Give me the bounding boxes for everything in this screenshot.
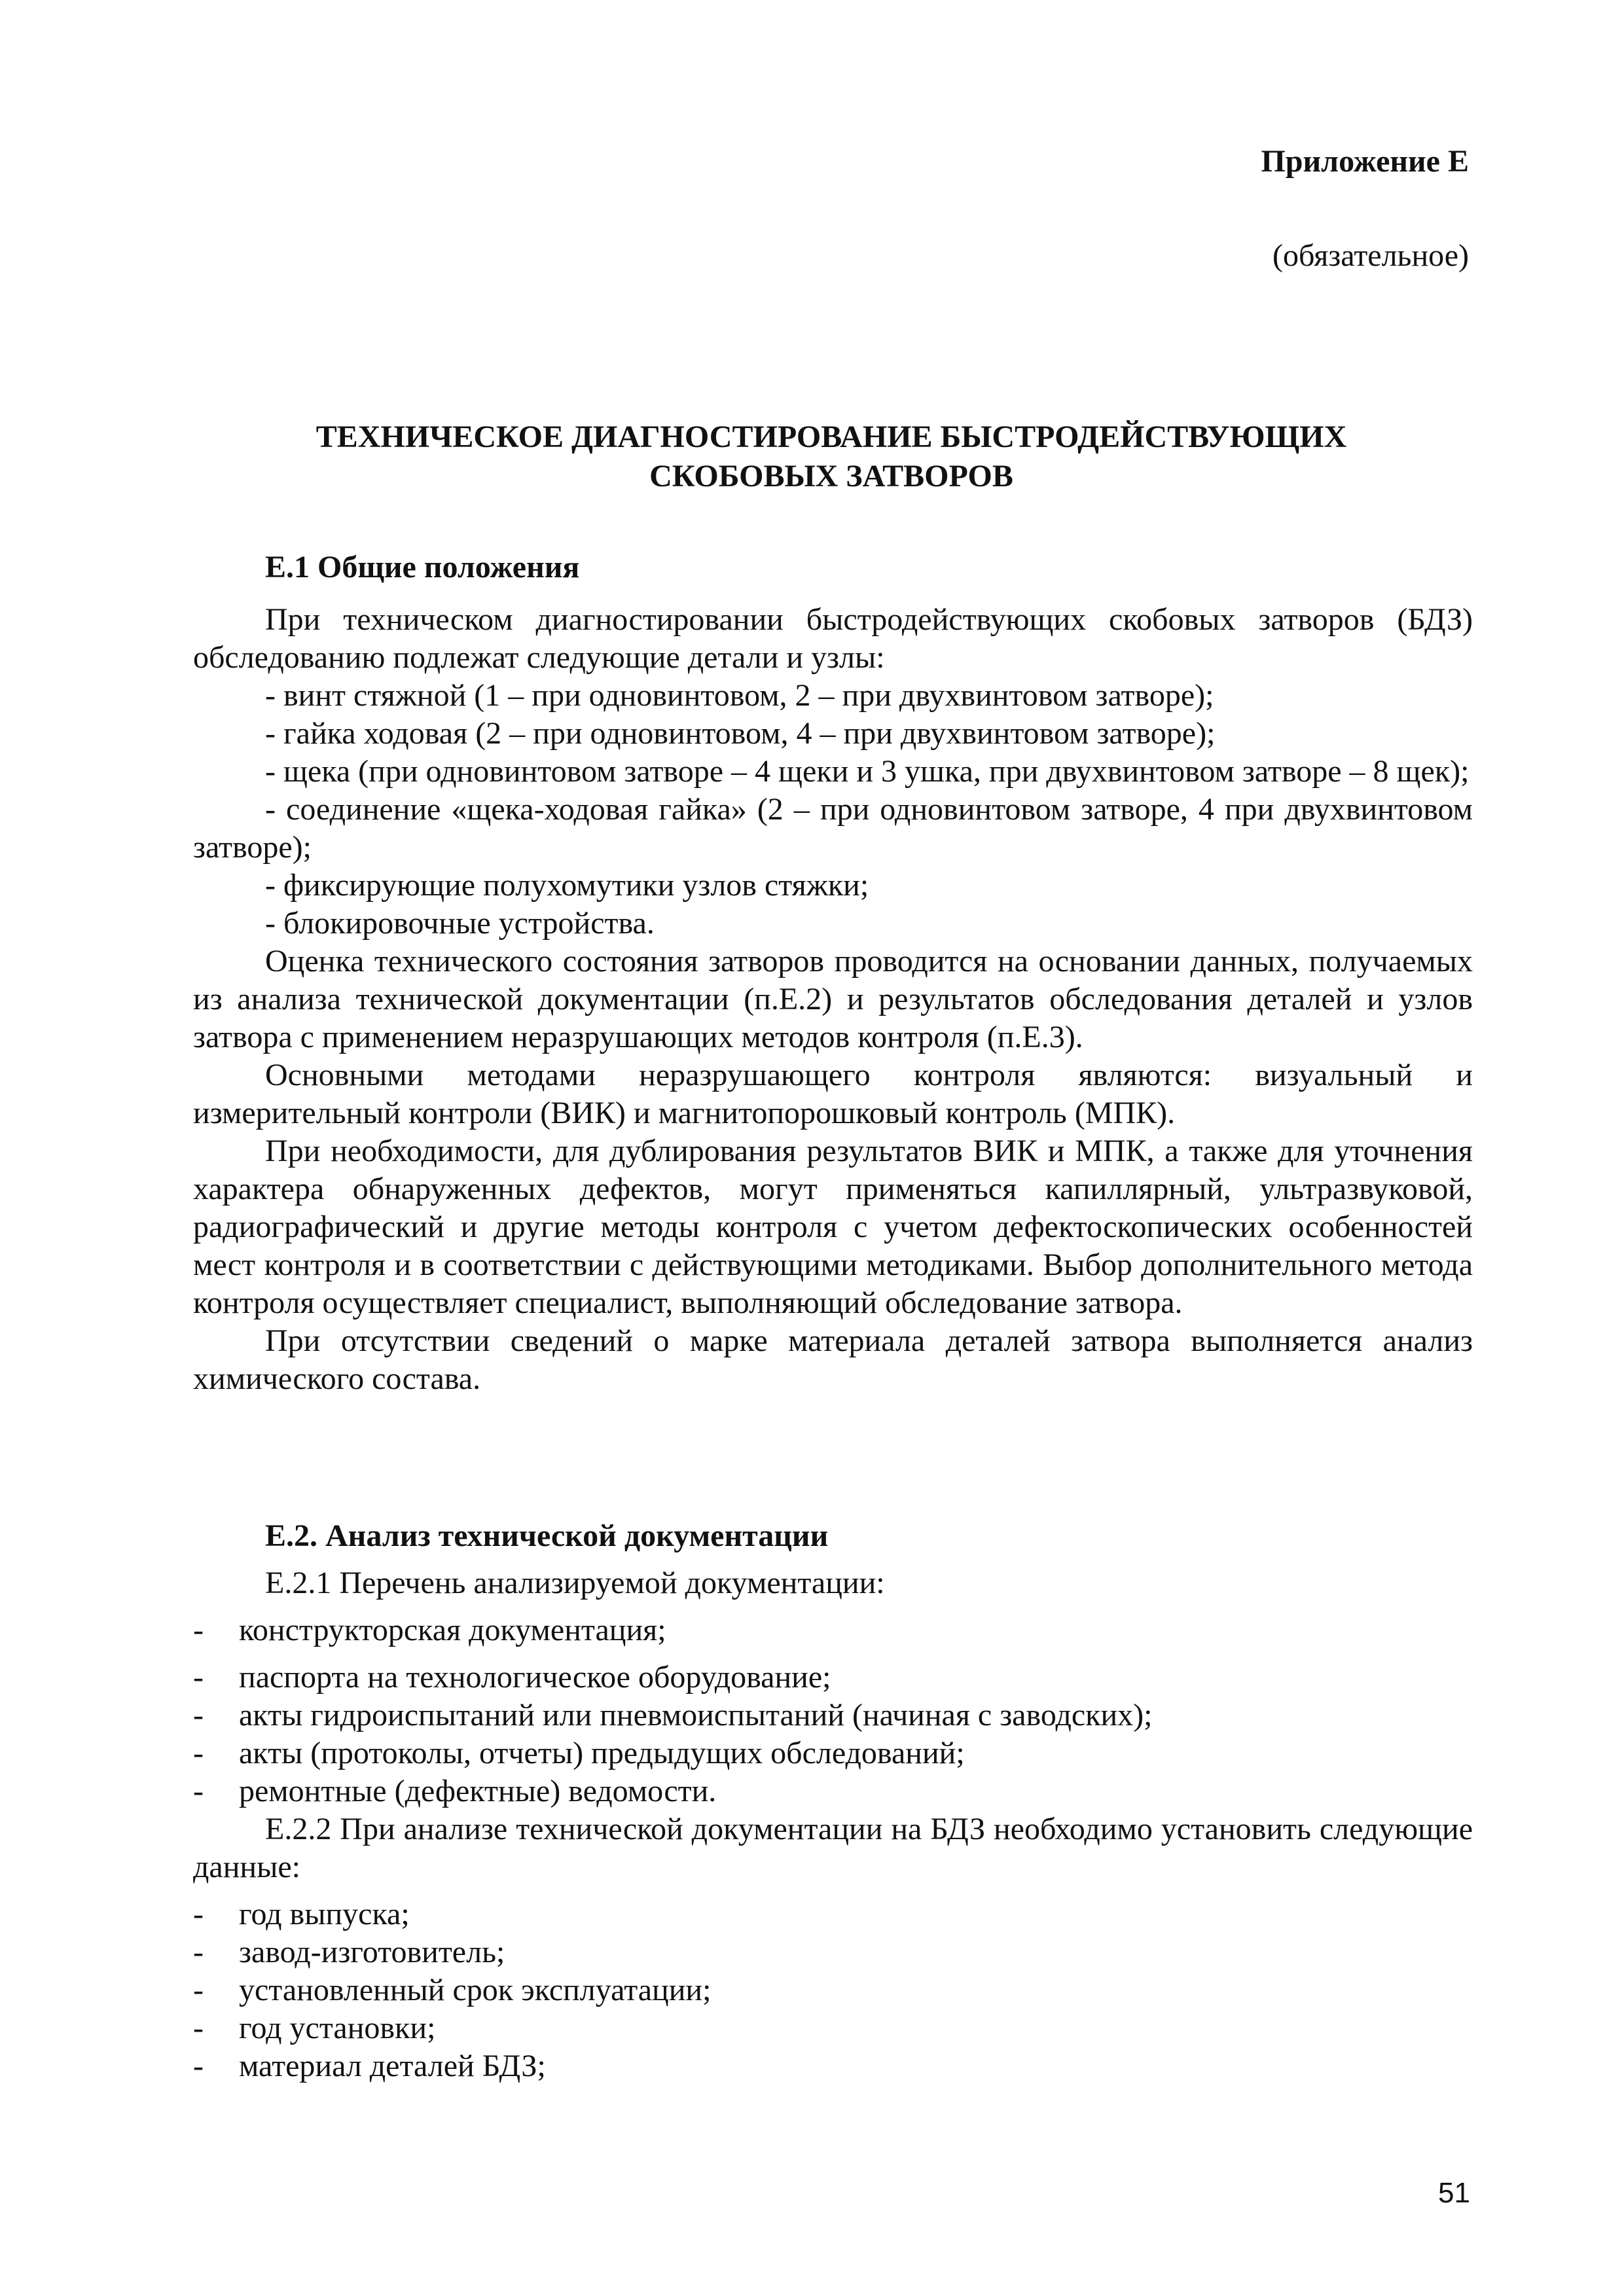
list-marker: -	[193, 2011, 204, 2045]
list-item: - конструкторская документация;	[193, 1611, 1473, 1649]
list-item: - завод-изготовитель;	[193, 1933, 1473, 1971]
list-item: - акты (протоколы, отчеты) предыдущих обследований;	[193, 1734, 1473, 1772]
list-item: - акты гидроиспытаний или пневмоиспытаний (начиная с заводских);	[193, 1696, 1473, 1734]
list-item: - фиксирующие полухомутики узлов стяжки;	[265, 868, 869, 903]
document-title	[190, 418, 1473, 496]
list-marker: -	[193, 1973, 204, 2007]
page-number: 51	[1438, 2177, 1470, 2209]
list-marker: -	[193, 1660, 204, 1695]
list-item: - щека (при одновинтовом затворе – 4 щеки и 3 ушка, при двухвинтовом затворе – 8 щек);	[265, 754, 1470, 789]
section-heading: Е.2. Анализ технической документации	[265, 1518, 829, 1553]
list-item: - установленный срок эксплуатации;	[193, 1971, 1473, 2009]
paragraph: При необходимости, для дублирования результатов ВИК и МПК, а также для уточнения характера обнаруженных дефектов, могут применяться капиллярный, ультразвуковой, радиографический и другие методы контроля с учетом дефектоскопических особенностей мест контроля и в соответствии с действующими методиками. Выбор дополнительного метода контроля осуществляет специалист, выполняющий обследование затвора.	[193, 1134, 1473, 1320]
list-marker: -	[193, 1935, 204, 1969]
section-heading: Е.1 Общие положения	[265, 550, 580, 584]
list-item: - год выпуска;	[193, 1895, 1473, 1933]
section-general	[193, 548, 1473, 1398]
list-item: - винт стяжной (1 – при одновинтовом, 2 – при двухвинтовом затворе);	[265, 678, 1214, 713]
list-marker: -	[193, 1698, 204, 1732]
paragraph: При отсутствии сведений о марке материала деталей затвора выполняется анализ химического состава.	[193, 1323, 1473, 1396]
section-documentation-analysis	[193, 1517, 1473, 2085]
documentation-list	[193, 1611, 1473, 1810]
paragraph: При техническом диагностировании быстродействующих скобовых затворов (БДЗ) обследованию подлежат следующие детали и узлы:	[193, 602, 1473, 675]
list-item: - блокировочные устройства.	[265, 906, 655, 941]
list-item: - соединение «щека-ходовая гайка» (2 – при одновинтовом затворе, 4 при двухвинтовом затворе);	[193, 792, 1473, 865]
paragraph: Основными методами неразрушающего контроля являются: визуальный и измерительный контроли (ВИК) и магнитопорошковый контроль (МПК).	[193, 1058, 1473, 1130]
appendix-label: Приложение Е	[1261, 144, 1469, 179]
required-data-list	[193, 1895, 1473, 2085]
appendix-status: (обязательное)	[1272, 238, 1469, 273]
list-marker: -	[193, 1774, 204, 1808]
list-item: - гайка ходовая (2 – при одновинтовом, 4 – при двухвинтовом затворе);	[265, 716, 1216, 751]
list-marker: -	[193, 2049, 204, 2083]
subsection-heading: Е.2.2 При анализе технической документации на БДЗ необходимо установить следующие данные:	[193, 1812, 1473, 1884]
list-item: - материал деталей БДЗ;	[193, 2047, 1473, 2085]
title-line-2: СКОБОВЫХ ЗАТВОРОВ	[649, 459, 1013, 493]
title-line-1: ТЕХНИЧЕСКОЕ ДИАГНОСТИРОВАНИЕ БЫСТРОДЕЙСТВУЮЩИХ	[316, 420, 1347, 454]
list-marker: -	[193, 1613, 204, 1647]
paragraph: Оценка технического состояния затворов проводится на основании данных, получаемых из анализа технической документации (п.Е.2) и результатов обследования деталей и узлов затвора с применением неразрушающих методов контроля (п.Е.3).	[193, 944, 1473, 1054]
list-marker: -	[193, 1897, 204, 1931]
list-marker: -	[193, 1736, 204, 1770]
list-item: - год установки;	[193, 2009, 1473, 2047]
list-item: - паспорта на технологическое оборудование;	[193, 1659, 1473, 1696]
subsection-heading: Е.2.1 Перечень анализируемой документации:	[265, 1566, 885, 1600]
list-item: - ремонтные (дефектные) ведомости.	[193, 1772, 1473, 1810]
